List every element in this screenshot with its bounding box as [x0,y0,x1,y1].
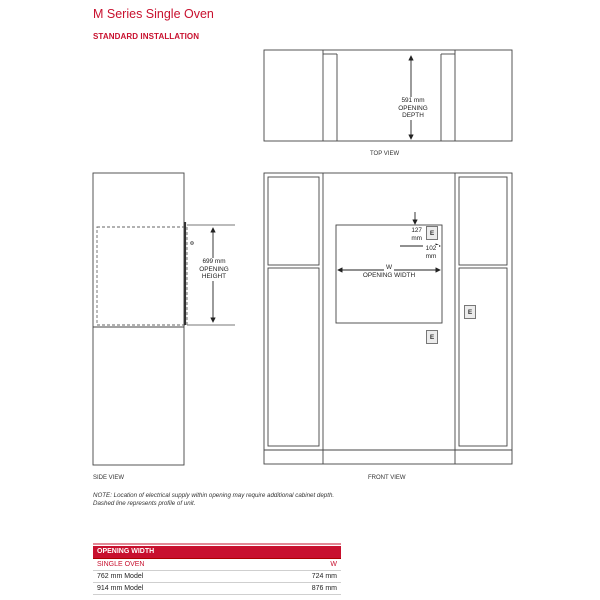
top-view-caption: TOP VIEW [370,151,400,157]
page-title: M Series Single Oven [93,7,214,21]
note-line-2: Dashed line represents profile of unit. [93,500,196,507]
horizontal-offset-unit: mm [425,252,437,260]
electrical-marker-1: E [426,226,438,240]
table-cell-model: 762 mm Model [97,573,144,580]
opening-width-symbol: W [385,264,393,271]
side-view-drawing [93,173,235,465]
electrical-marker-2: E [426,330,438,344]
opening-depth-label-line2: DEPTH [402,112,424,119]
notes [93,492,334,508]
opening-depth-label [393,97,433,120]
opening-height-label-line2: HEIGHT [201,273,227,280]
opening-height-value: 699 mm [202,258,226,265]
horizontal-offset-value: 102 [425,245,437,252]
table-cell-width: 876 mm [311,585,337,592]
table-row [93,583,341,595]
table-row [93,571,341,583]
table-col2-header: W [330,561,337,568]
table-header-row [93,559,341,571]
table-col1-header: SINGLE OVEN [97,561,145,568]
opening-depth-value: 591 mm [401,97,425,104]
vertical-offset-unit: mm [411,234,422,242]
opening-height-label [196,258,232,281]
vertical-offset-label [404,227,422,242]
vertical-offset-value: 127 [411,227,422,234]
opening-depth-label-line1: OPENING [398,104,428,112]
opening-width-label [350,264,428,279]
opening-width-text: OPENING WIDTH [362,271,416,279]
opening-height-label-line1: OPENING [199,265,229,273]
top-view-drawing [264,50,512,141]
electrical-marker-3: E [464,305,476,319]
table-cell-model: 914 mm Model [97,585,144,592]
page-subtitle: STANDARD INSTALLATION [93,32,200,41]
note-line-1: NOTE: Location of electrical supply within opening may require additional cabinet depth. [93,492,335,499]
front-view-caption: FRONT VIEW [368,475,406,481]
table-title: OPENING WIDTH [93,546,341,559]
opening-width-table [93,546,341,595]
side-view-caption: SIDE VIEW [93,475,125,481]
horizontal-offset-label [423,245,439,260]
table-cell-width: 724 mm [311,573,337,580]
